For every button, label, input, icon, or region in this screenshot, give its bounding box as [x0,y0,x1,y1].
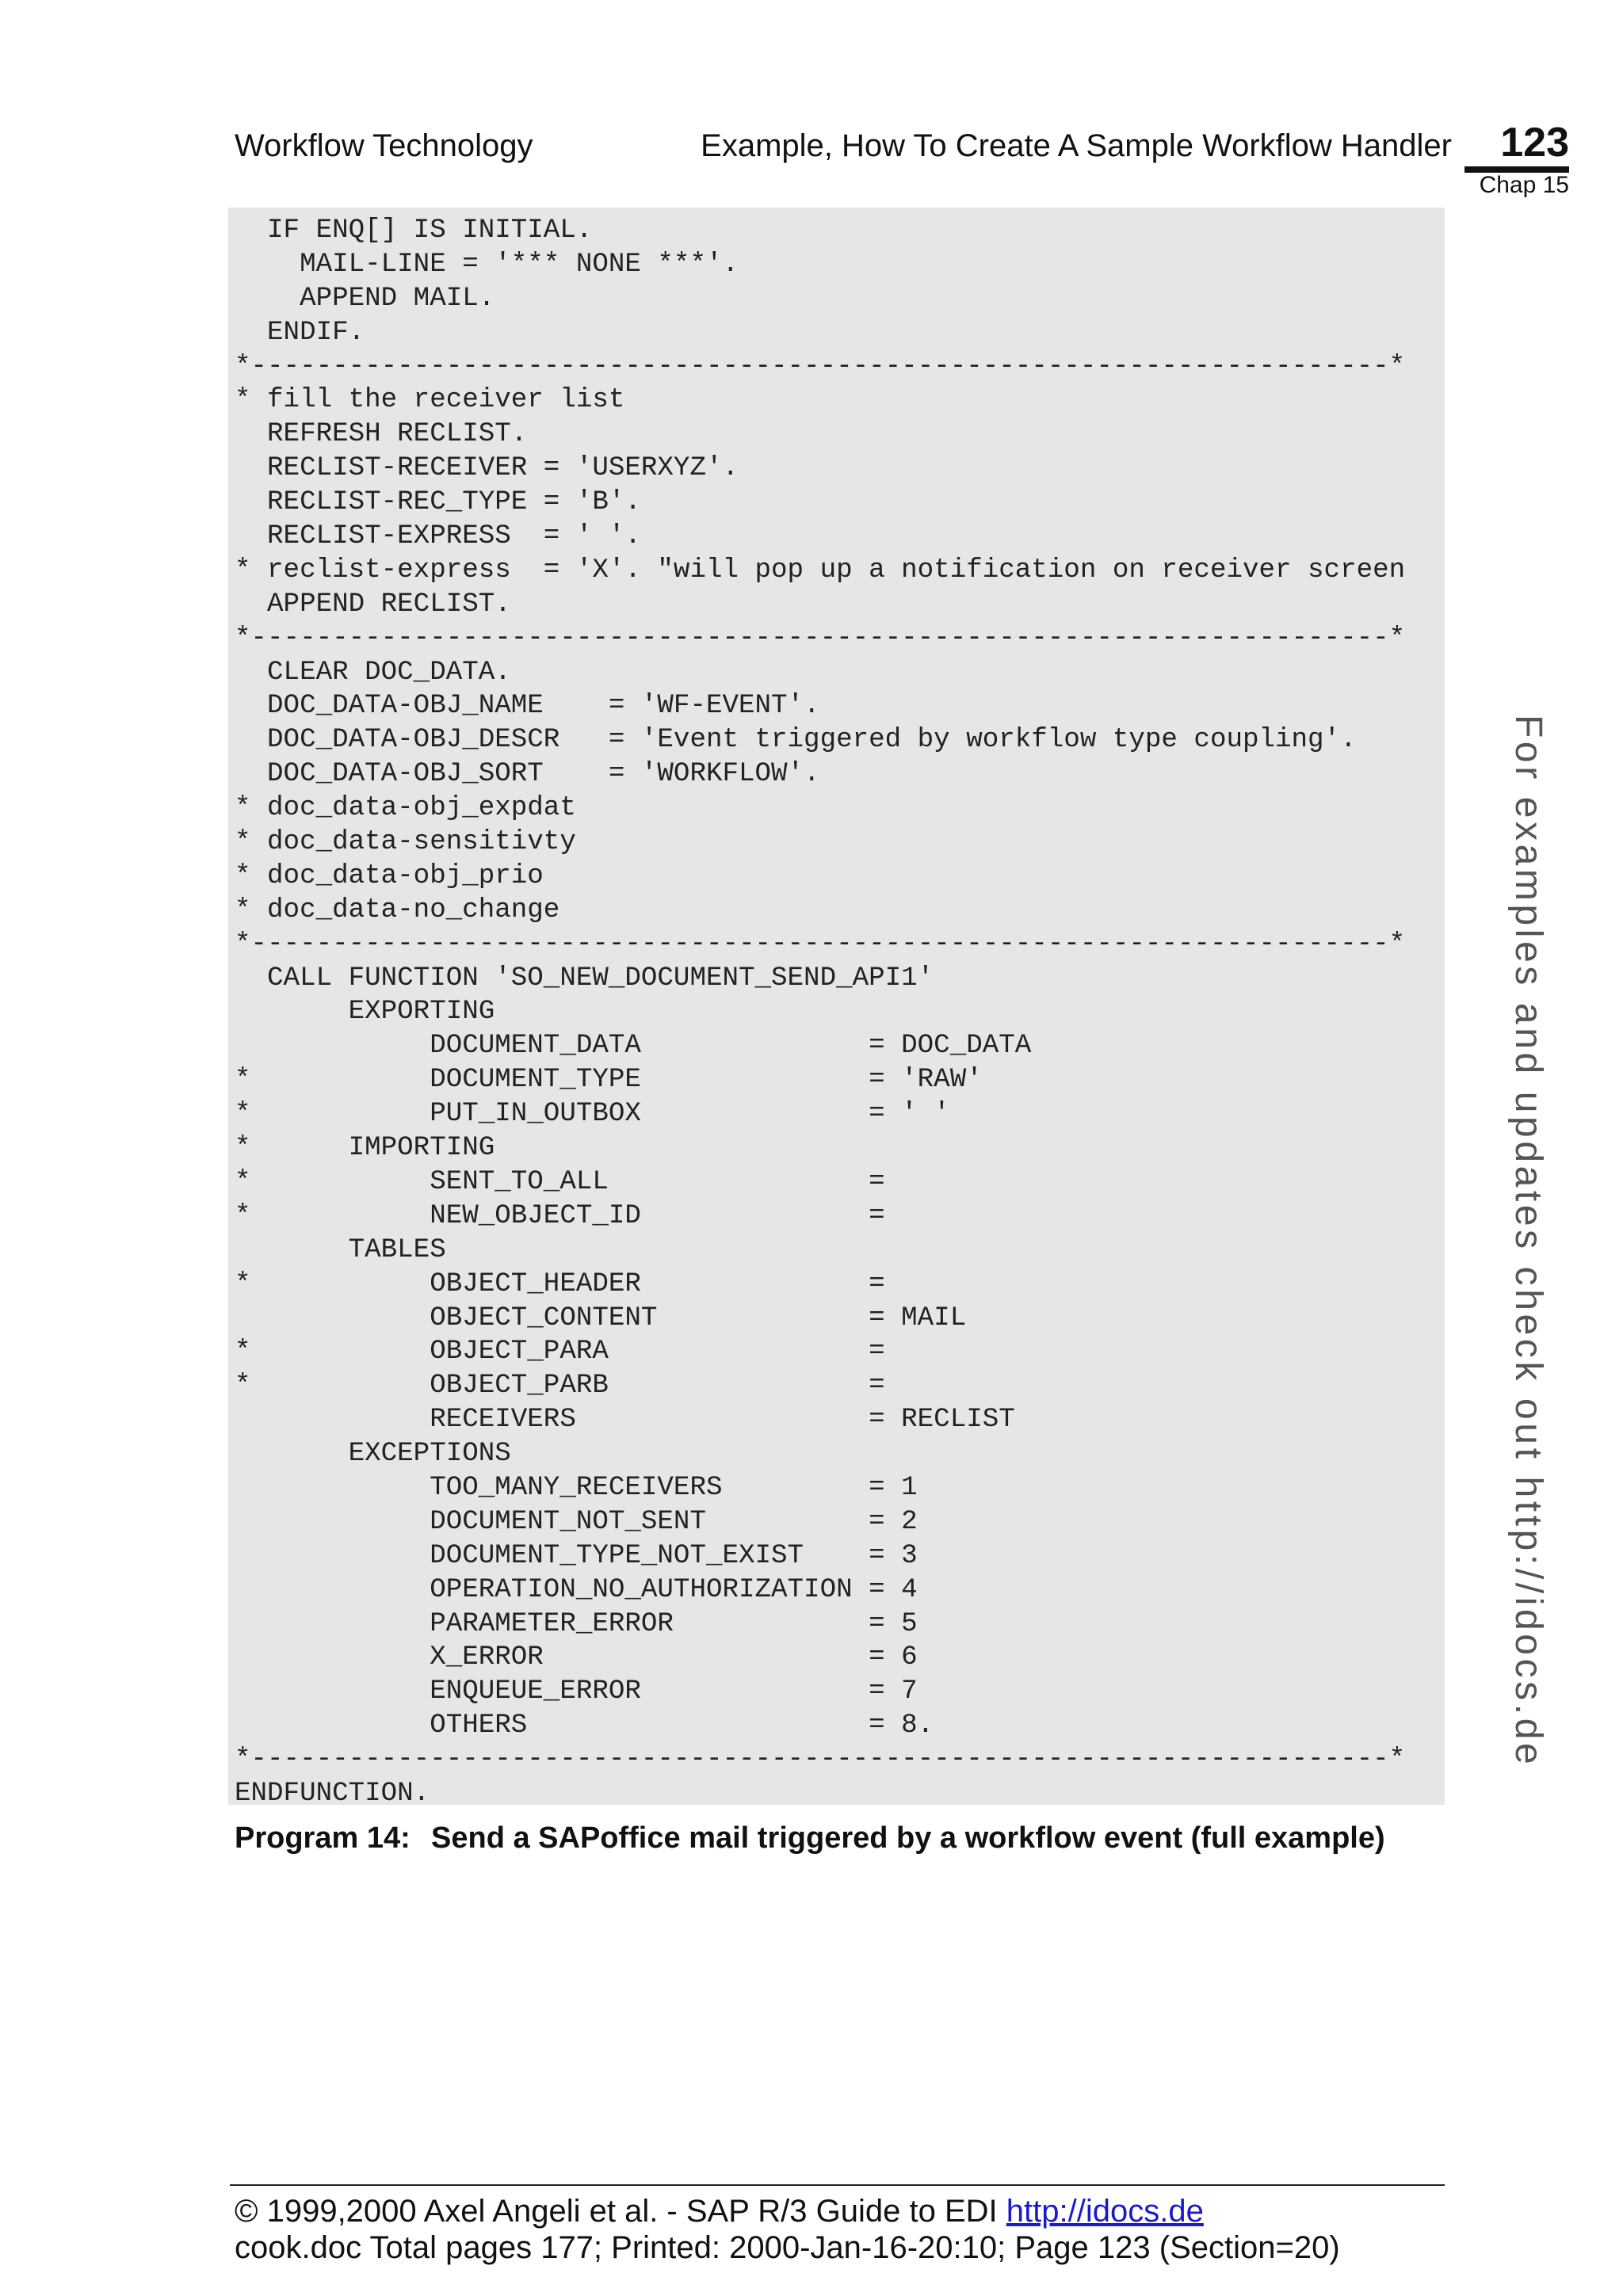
code-line: DOCUMENT_NOT_SENT = 2 [235,1506,918,1537]
code-line: APPEND RECLIST. [235,589,511,620]
footer-copyright [235,2191,1204,2231]
code-line: * IMPORTING [235,1133,495,1164]
code-line: RECEIVERS = RECLIST [235,1405,1015,1436]
code-line: DOC_DATA-OBJ_NAME = 'WF-EVENT'. [235,691,820,722]
footer-divider [230,2184,1445,2186]
side-note: For examples and updates check out http://idocs.de [1507,715,1549,1768]
code-line: * OBJECT_PARA = [235,1337,885,1367]
program-caption [235,1819,1385,1857]
code-line: DOC_DATA-OBJ_DESCR = 'Event triggered by workflow type coupling'. [235,725,1357,756]
code-line: * NEW_OBJECT_ID = [235,1200,885,1231]
code-line: OTHERS = 8. [235,1711,934,1741]
code-line: DOCUMENT_TYPE_NOT_EXIST = 3 [235,1540,918,1571]
code-line: EXPORTING [235,997,495,1028]
code-line: DOC_DATA-OBJ_SORT = 'WORKFLOW'. [235,759,820,790]
code-line: MAIL-LINE = '*** NONE ***'. [235,249,739,280]
code-line: IF ENQ[] IS INITIAL. [235,215,593,246]
code-line: * doc_data-obj_prio [235,860,544,891]
code-line: APPEND MAIL. [235,283,495,314]
footer-print-info: cook.doc Total pages 177; Printed: 2000-Jan-16-20:10; Page 123 (Section=20) [235,2230,1340,2265]
code-line: CALL FUNCTION 'SO_NEW_DOCUMENT_SEND_API1' [235,963,934,994]
page-number: 123 [1465,119,1569,173]
code-line: TOO_MANY_RECEIVERS = 1 [235,1472,918,1503]
code-line: * doc_data-obj_expdat [235,793,576,824]
code-line: CLEAR DOC_DATA. [235,657,511,688]
code-line: * OBJECT_HEADER = [235,1268,885,1299]
code-line: * PUT_IN_OUTBOX = ' ' [235,1099,950,1130]
footer-copyright-text: © 1999,2000 Axel Angeli et al. - SAP R/3 Guide to EDI [235,2194,1006,2229]
code-line: RECLIST-REC_TYPE = 'B'. [235,487,641,518]
code-line: ENDFUNCTION. [235,1778,430,1809]
code-line: *----------------------------------------------------------------------* [235,623,1406,654]
code-line: * DOCUMENT_TYPE = 'RAW' [235,1065,983,1096]
code-line: * doc_data-no_change [235,894,560,925]
caption-text: Send a SAPoffice mail triggered by a workflow event (full example) [431,1821,1385,1855]
code-line: *----------------------------------------------------------------------* [235,1745,1406,1775]
code-line: EXCEPTIONS [235,1439,511,1470]
code-line: *----------------------------------------------------------------------* [235,351,1406,382]
code-line: * OBJECT_PARB = [235,1371,885,1402]
code-line: * reclist-express = 'X'. "will pop up a notification on receiver screen [235,555,1406,585]
chapter-label: Chap 15 [1479,172,1569,198]
code-line: OBJECT_CONTENT = MAIL [235,1302,967,1333]
header-section-title: Workflow Technology [235,128,533,163]
code-line: * SENT_TO_ALL = [235,1166,885,1197]
code-line: OPERATION_NO_AUTHORIZATION = 4 [235,1574,918,1605]
code-listing [228,208,1445,1809]
code-line: DOCUMENT_DATA = DOC_DATA [235,1031,1032,1062]
code-line: X_ERROR = 6 [235,1642,918,1673]
footer-link[interactable]: http://idocs.de [1006,2194,1204,2229]
code-line: * doc_data-sensitivty [235,827,576,858]
code-line: RECLIST-EXPRESS = ' '. [235,521,641,552]
caption-label: Program 14: [235,1821,411,1855]
code-line: * fill the receiver list [235,385,625,416]
code-line: ENQUEUE_ERROR = 7 [235,1676,918,1707]
code-line: ENDIF. [235,317,365,348]
code-line: PARAMETER_ERROR = 5 [235,1608,918,1639]
header-chapter-title: Example, How To Create A Sample Workflow Handler [701,128,1452,163]
code-line: *----------------------------------------------------------------------* [235,929,1406,959]
code-line: TABLES [235,1234,446,1265]
code-line: REFRESH RECLIST. [235,419,528,450]
code-line: RECLIST-RECEIVER = 'USERXYZ'. [235,453,739,484]
